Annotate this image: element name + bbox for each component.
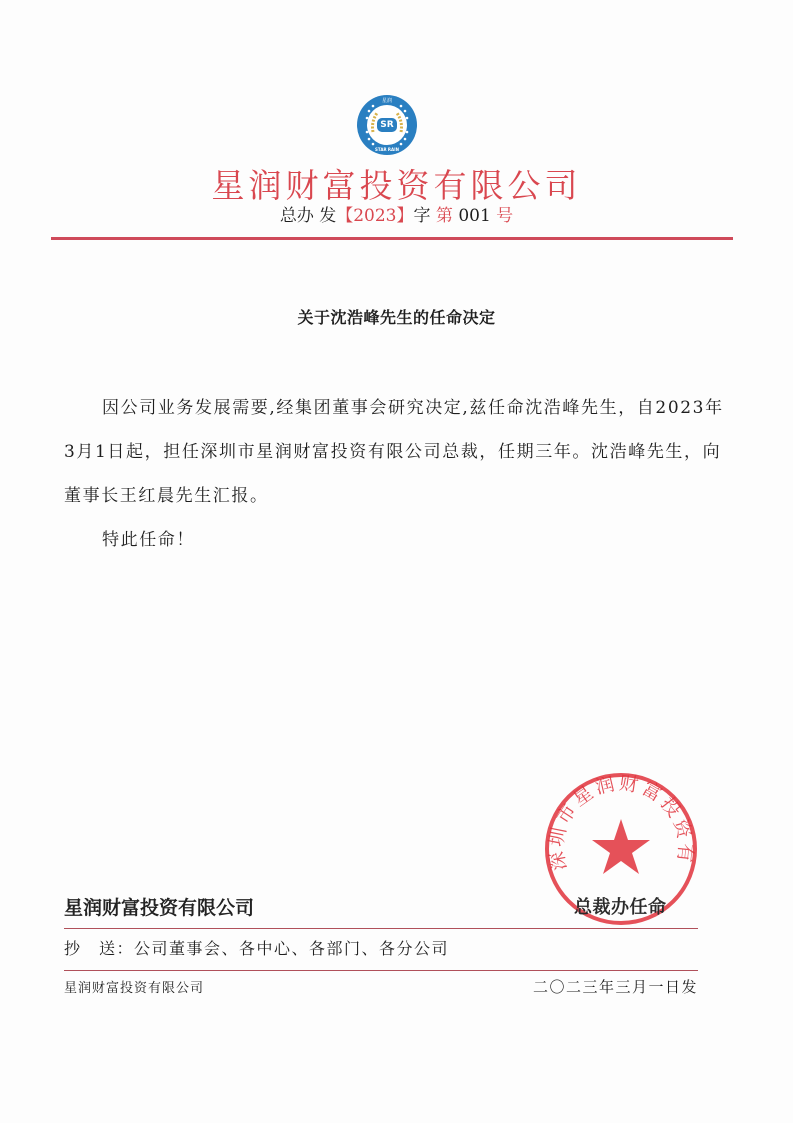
- doc-number-value: 001: [458, 206, 491, 226]
- doc-number-char: 字: [413, 206, 431, 226]
- distribution-divider-bottom: [64, 970, 698, 971]
- body-paragraph: 因公司业务发展需要,经集团董事会研究决定,兹任命沈浩峰先生，自2023年3月1日起，担任深圳市星润财富投资有限公司总裁，任期三年。沈浩峰先生，向董事长王红晨先生汇报。: [64, 398, 724, 506]
- doc-number-suffix: 号: [496, 206, 514, 226]
- document-title: 关于沈浩峰先生的任命决定: [297, 308, 496, 327]
- logo-top-text: 星润: [381, 98, 392, 104]
- logo-initials: SR: [380, 120, 394, 130]
- doc-number-year: 【2023】: [336, 206, 414, 226]
- company-logo: [356, 94, 418, 156]
- seal-ring-text: 深圳市星润财富投资有: [545, 772, 697, 873]
- cc-label: 抄 送：: [64, 939, 135, 958]
- closing-statement: 特此任命！: [102, 530, 195, 550]
- document-number: [0, 201, 793, 226]
- header-divider: [51, 237, 733, 240]
- cc-recipients: 公司董事会、各中心、各部门、各分公司: [134, 939, 450, 958]
- distribution-line: [64, 936, 449, 959]
- signatory-company: 星润财富投资有限公司: [64, 897, 255, 919]
- logo-bottom-text: STAR RAIN: [375, 147, 399, 152]
- doc-number-prefix: 总办 发: [279, 206, 337, 226]
- doc-number-ordinal: 第: [435, 206, 453, 226]
- document-body: [64, 386, 724, 562]
- seal-overlay-text: 总裁办任命: [574, 897, 667, 918]
- company-letterhead-title: 星润财富投资有限公司: [211, 166, 582, 205]
- issue-date: 二〇二三年三月一日发: [532, 978, 698, 996]
- distribution-divider-top: [64, 928, 698, 929]
- footer-issuer: 星润财富投资有限公司: [64, 981, 205, 996]
